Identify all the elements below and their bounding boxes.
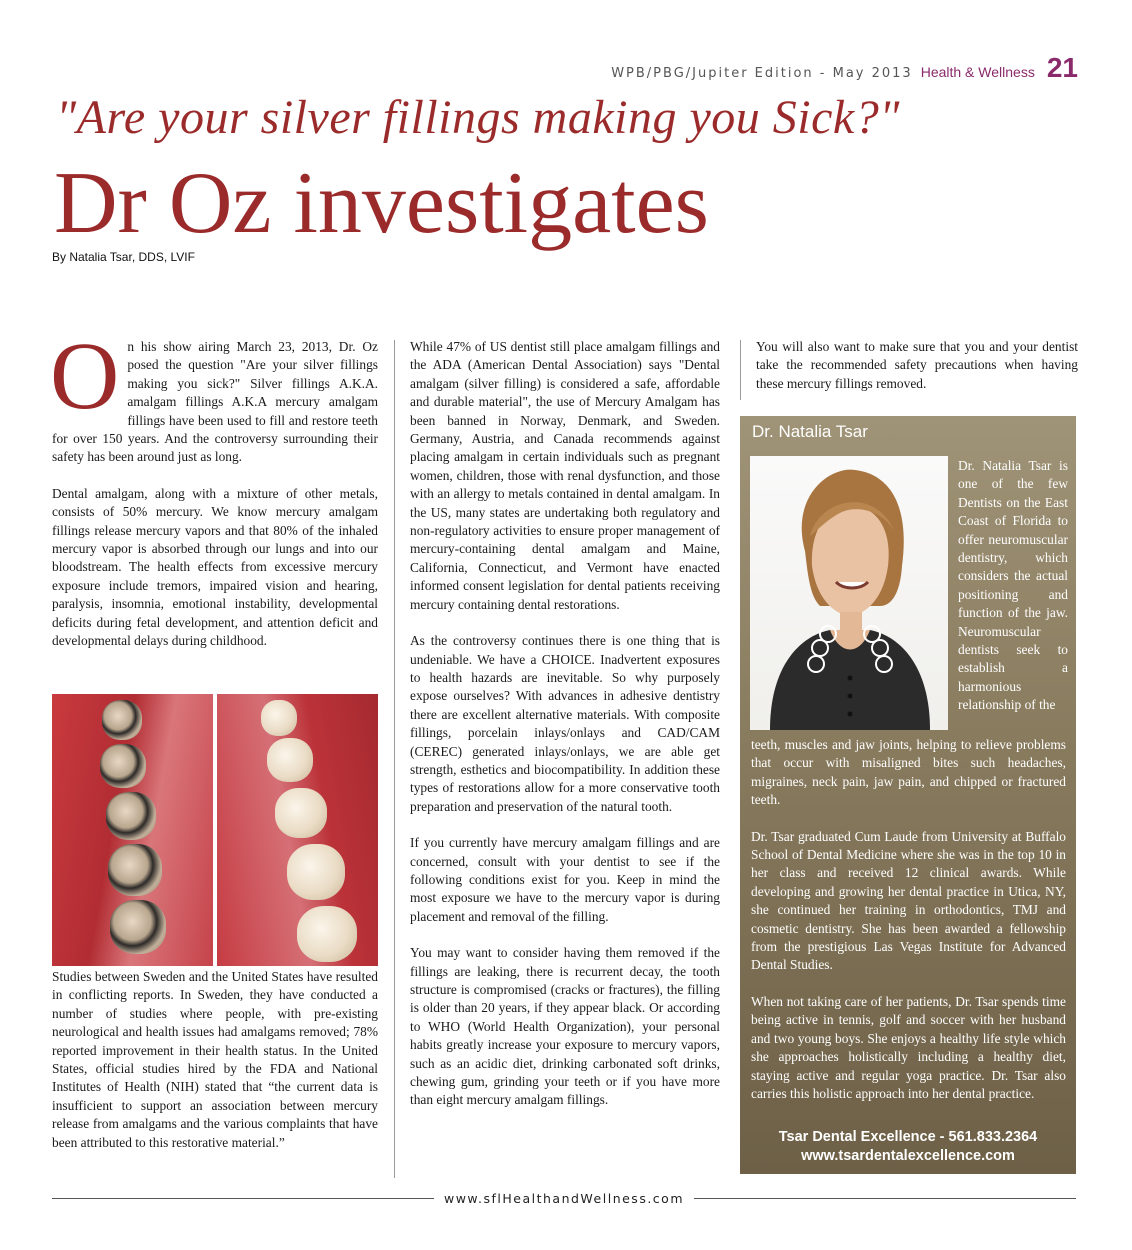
article-paragraph: If you currently have mercury amalgam fillings and are concerned, consult with your dentist to see if the following conditions exist for you. Keep in mind the most exposure we have to the mercury vapor is during placement and removal of the filling.: [410, 835, 720, 924]
tooth-icon: [297, 906, 357, 962]
page-footer: [52, 1190, 1076, 1206]
sidebar-paragraph: When not taking care of her patients, Dr. Tsar spends time being active in tennis, golf and soccer with her husband and two young boys. She enjoys a healthy life style which she approaches holistically including a healthy diet, staying active and regular yoga practice. Dr. Tsar also carries this holistic approach into her dental practice.: [751, 993, 1066, 1101]
amalgam-fillings-image: [52, 694, 213, 966]
column-divider: [394, 340, 395, 1178]
article-paragraph: As the controversy continues there is one thing that is undeniable. We have a CHOICE. Inadvertent exposures to health hazards are inevitable. So why purposely expose ourselves? With advances in adhesive dentistry there are excellent alternative materials. With composite fillings, porcelain inlays/onlays and CAD/CAM (CEREC) generated inlays/onlays, we are able get strength, esthetics and biocompatibility. In addition these types of restorations allow for a more conservative tooth preparation and preservation of the natural tooth.: [410, 633, 720, 814]
article-column-1-lower: [52, 968, 378, 1170]
article-byline: By Natalia Tsar, DDS, LVIF: [52, 250, 195, 264]
article-paragraph: Dental amalgam, along with a mixture of other metals, consists of 50% mercury. We know mercury amalgam fillings release mercury vapors and that 80% of the inhaled mercury vapor is absorbed through our lungs and into our bloodstream. The health effects from excessive mercury exposure include tremors, impaired vision and hearing, paralysis, insomnia, emotional instability, developmental deficits during fetal development, and attention deficit and developmental delays during childhood.: [52, 485, 378, 649]
author-portrait: [750, 456, 948, 730]
article-paragraph: You will also want to make sure that you and your dentist take the recommended safety precautions when having these mercury fillings removed.: [756, 339, 1078, 391]
article-paragraph: Studies between Sweden and the United States have resulted in conflicting reports. In Sweden, they have conducted a number of studies where people, with pre-existing neurological and health issues had amalgams removed; 78% reported improvement in their health status. In the United States, official studies hired by the FDA and National Institutes of Health (NIH) stated that “the current data is insufficient to support an association between mercury release from amalgams and the various complaints that have been attributed to this restorative material.”: [52, 969, 378, 1150]
footer-url[interactable]: www.sflHealthandWellness.com: [443, 1190, 685, 1206]
sidebar-paragraph: teeth, muscles and jaw joints, helping to relieve problems that occur with misaligned bites such headaches, migraines, neck pain, jaw pain, and chipped or fractured teeth.: [751, 737, 1066, 808]
column-divider: [740, 340, 741, 400]
tooth-icon: [267, 738, 313, 782]
article-column-2: [410, 338, 720, 1128]
tooth-icon: [100, 744, 146, 788]
tooth-icon: [261, 700, 297, 736]
article-column-3: [756, 338, 1078, 411]
footer-rule: [694, 1198, 1076, 1199]
article-paragraph: You may want to consider having them removed if the fillings are leaking, there is recurrent decay, the tooth structure is compromised (cracks or fractures), the filling is older than 20 years, if they appear black. Or according to WHO (World Health Organization), your personal habits greatly increase your exposure to mercury vapors, such as an acidic diet, drinking carbonated soft drinks, chewing gum, grinding your teeth or if you have more than eight mercury amalgam fillings.: [410, 945, 720, 1108]
tooth-icon: [102, 700, 142, 740]
tooth-icon: [106, 792, 156, 840]
intro-text: n his show airing March 23, 2013, Dr. Oz posed the question "Are your silver fillings making you sick?" Silver fillings A.K.A. amalgam fillings A.K.A mercury amalgam fillings have been used to fill and restore teeth for over 150 years. And the controversy surrounding their safety has been around just as long.: [52, 339, 378, 465]
ceramic-restorations-image: [217, 694, 378, 966]
tooth-icon: [110, 900, 166, 954]
article-paragraph: [50, 322, 378, 467]
portrait-illustration: [750, 456, 948, 730]
article-kicker: "Are your silver fillings making you Sick?": [56, 91, 900, 144]
tooth-icon: [287, 844, 345, 900]
sidebar-bio-wrap: Dr. Natalia Tsar is one of the few Dentists on the East Coast of Florida to offer neuromuscular dentistry, which considers the actual positioning and function of the jaw. Neuromuscular dentists seek to establish a harmonious relationship of the: [958, 458, 1068, 713]
article-headline: Dr Oz investigates: [54, 155, 709, 252]
contact-phone-line: Tsar Dental Excellence - 561.833.2364: [778, 1129, 1038, 1145]
sidebar-paragraph: Dr. Tsar graduated Cum Laude from University at Buffalo School of Dental Medicine where she was in the top 10 in her class and received 12 clinical awards. While developing and growing her dental practice in Utica, NY, she continued her training in orthodontics, TMJ and cosmetic dentistry. She has been awarded a fellowship from the prestigious Las Vegas Institute for Advanced Dental Studies.: [751, 828, 1066, 973]
section-label: Health & Wellness: [920, 64, 1035, 80]
tooth-icon: [108, 844, 162, 896]
page-header: [611, 52, 1078, 84]
article-paragraph: While 47% of US dentist still place amalgam fillings and the ADA (American Dental Association) says "Dental amalgam (silver filling) is considered a safe, affordable and durable material", the use of Mercury Amalgam has been banned in Norway, Denmark, and Sweden. Germany, Austria, and Canada recommends against placing amalgam in certain individuals such as pregnant women, children, those with renal dysfunction, and those with an allergy to metals contained in dental amalgam. In the US, many states are undertaking both regulatory and non-regulatory activities to ensure proper management of mercury-containing dental amalgam and Maine, California, Connecticut, and Vermont have enacted informed consent legislation for dental patients receiving mercury containing dental restorations.: [410, 339, 720, 612]
teeth-before-after-photo: [52, 694, 378, 966]
sidebar-title: Dr. Natalia Tsar: [752, 422, 868, 441]
contact-info: [740, 1128, 1076, 1166]
footer-rule: [52, 1198, 434, 1199]
sidebar-bio: [751, 736, 1066, 1121]
tooth-icon: [275, 788, 327, 838]
edition-label: WPB/PBG/Jupiter Edition - May 2013: [611, 66, 913, 81]
contact-website-link[interactable]: www.tsardentalexcellence.com: [801, 1148, 1015, 1164]
article-column-1: [50, 322, 378, 669]
page-number: 21: [1046, 52, 1078, 83]
drop-cap: O: [50, 322, 120, 429]
